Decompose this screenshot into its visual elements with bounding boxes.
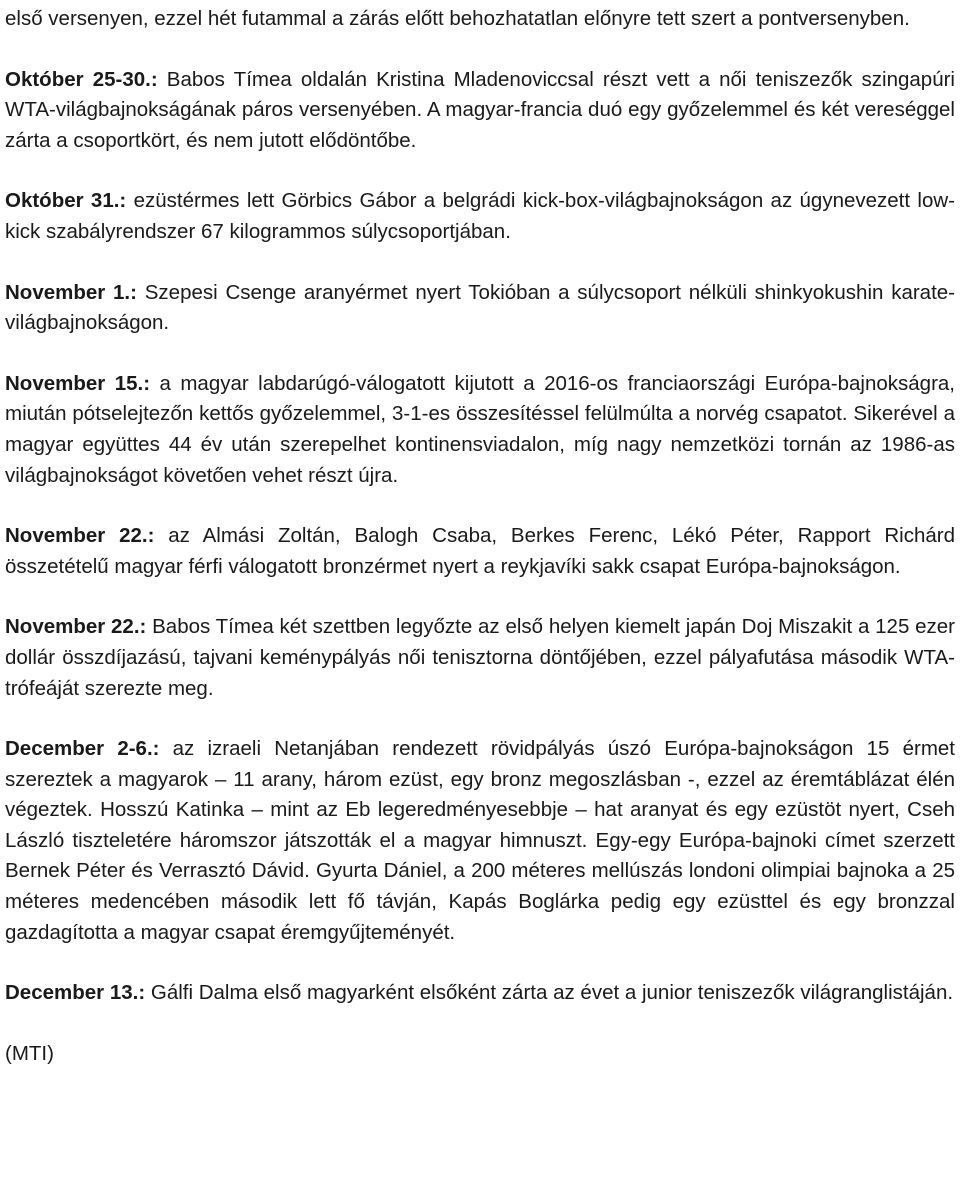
news-paragraph-4	[5, 369, 955, 491]
entry-text: a magyar labdarúgó-válogatott kijutott a 2016-os franciaországi Európa-bajnokságra, miután pótselejtezőn kettős győzelemmel, 3-1-es összesítéssel felülmúlta a norvég csapatot. Sikerével a magyar együttes 44 év után szerepelhet kontinensviadalon, míg nagy nemzetközi tornán az 1986-as világbajnokságot követően vehet részt újra.	[5, 371, 955, 487]
entry-date: December 13.:	[5, 981, 146, 1005]
entry-date: November 1.:	[5, 280, 137, 304]
news-paragraph-8	[5, 978, 955, 1009]
entry-date: Október 25-30.:	[5, 67, 158, 91]
entry-text: Gálfi Dalma első magyarként elsőként zárta az évet a junior teniszezők világranglistáján.	[145, 981, 954, 1005]
entry-text: Babos Tímea két szettben legyőzte az első helyen kiemelt japán Doj Miszakit a 125 ezer dollár összdíjazású, tajvani keménypályás női tenisztorna döntőjében, ezzel pályafutása második WTA-trófeáját szerezte meg.	[5, 615, 955, 700]
entry-date: Október 31.:	[5, 189, 127, 213]
entry-text: első versenyen, ezzel hét futammal a zárás előtt behozhatatlan előnyre tett szert a pontversenyben.	[5, 7, 910, 30]
entry-text: az izraeli Netanjában rendezett rövidpályás úszó Európa-bajnokságon 15 érmet szereztek a magyarok – 11 arany, három ezüst, egy bronz megoszlásban -, ezzel az éremtáblázat élén végeztek. Hosszú Katinka – mint az Eb legeredményesebbje – hat aranyat és egy ezüstöt nyert, Cseh László tiszteletére háromszor játszották el a magyar himnuszt. Egy-egy Európa-bajnoki címet szerzett Bernek Péter és Verrasztó Dávid. Gyurta Dániel, a 200 méteres mellúszás londoni olimpiai bajnoka a 25 méteres medencében második lett fő távján, Kapás Boglárka pedig egy ezüsttel és egy bronzzal gazdagította a magyar csapat éremgyűjteményét.	[5, 737, 955, 944]
entry-date: December 2-6.:	[5, 737, 160, 761]
entry-text: Babos Tímea oldalán Kristina Mladenoviccsal részt vett a női teniszezők szingapúri WTA-világbajnokságának páros versenyében. A magyar-francia duó egy győzelemmel és két vereséggel zárta a csoportkört, és nem jutott elődöntőbe.	[5, 67, 955, 152]
entry-text: Szepesi Csenge aranyérmet nyert Tokióban a súlycsoport nélküli shinkyokushin karate-világbajnokságon.	[5, 280, 955, 335]
news-paragraph-7	[5, 734, 955, 948]
entry-text: az Almási Zoltán, Balogh Csaba, Berkes Ferenc, Lékó Péter, Rapport Richárd összetételű magyar férfi válogatott bronzérmet nyert a reykjavíki sakk csapat Európa-bajnokságon.	[5, 524, 955, 578]
document-page	[5, 0, 955, 1069]
news-paragraph-1	[5, 65, 955, 157]
news-paragraph-6	[5, 612, 955, 704]
news-paragraph-0	[5, 4, 955, 35]
entry-date: November 22.:	[5, 615, 147, 639]
source-credit: (MTI)	[5, 1041, 54, 1065]
entry-text: ezüstérmes lett Görbics Gábor a belgrádi kick-box-világbajnokságon az úgynevezett low-kick szabályrendszer 67 kilogrammos súlycsoportjában.	[5, 189, 955, 243]
entry-date: November 22.:	[5, 524, 155, 548]
news-paragraph-2	[5, 186, 955, 247]
news-paragraph-3	[5, 278, 955, 339]
news-paragraph-5	[5, 521, 955, 582]
entry-date: November 15.:	[5, 371, 151, 395]
